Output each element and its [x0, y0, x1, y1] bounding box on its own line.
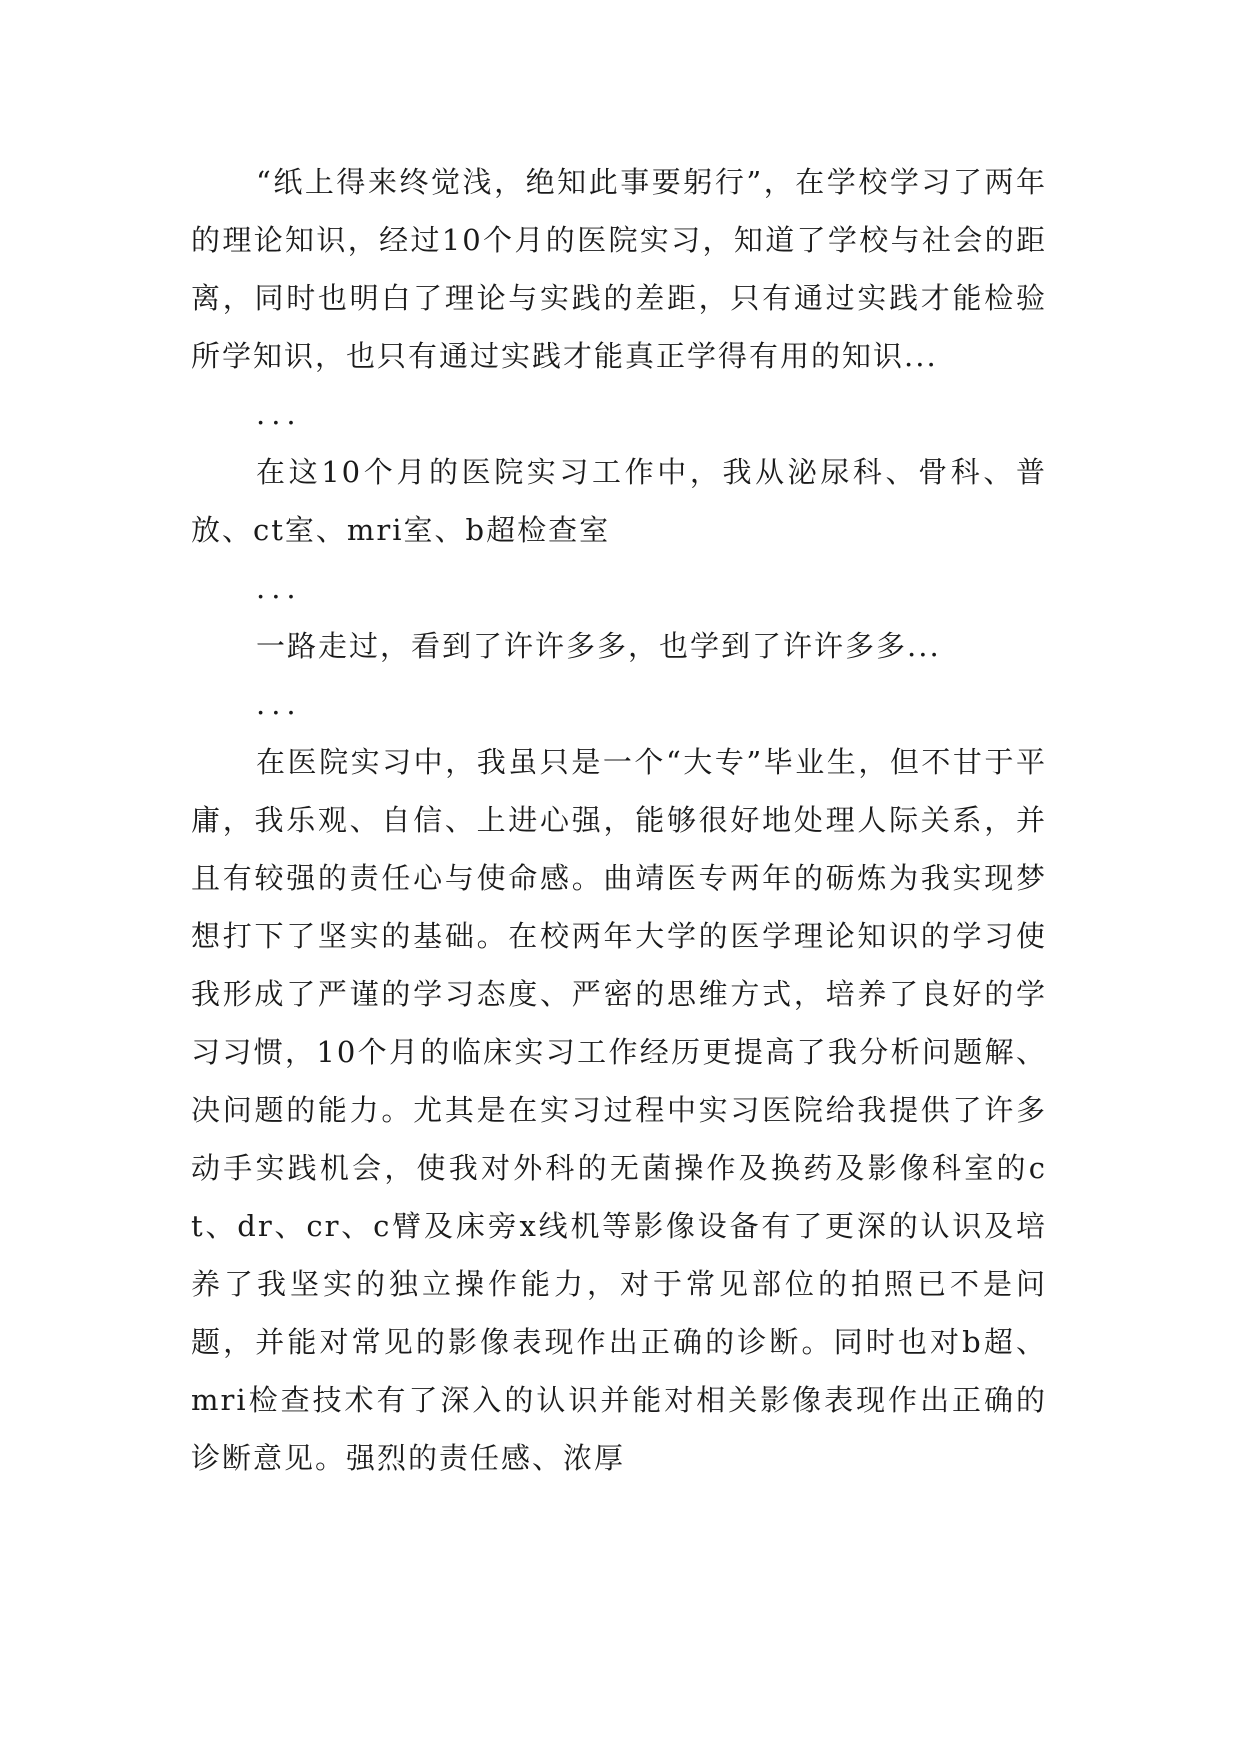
paragraph-journey: 一路走过，看到了许许多多，也学到了许许多多...	[256, 629, 941, 663]
ellipsis-line: ...	[256, 397, 302, 431]
paragraph-departments: 在这10个月的医院实习工作中，我从泌尿科、骨科、普放、ct室、mri室、b超检查室	[191, 455, 1047, 547]
paragraph-intro: “纸上得来终觉浅，绝知此事要躬行”，在学校学习了两年的理论知识，经过10个月的医院实习，知道了学校与社会的距离，同时也明白了理论与实践的差距，只有通过实践才能检验所学知识，也只有通过实践才能真正学得有用的知识...	[191, 165, 1047, 373]
ellipsis-line: ...	[256, 571, 302, 605]
paragraph-self-assessment: 在医院实习中，我虽只是一个“大专”毕业生，但不甘于平庸，我乐观、自信、上进心强，能够很好地处理人际关系，并且有较强的责任心与使命感。曲靖医专两年的砺炼为我实现梦想打下了坚实的基础。在校两年大学的医学理论知识的学习使我形成了严谨的学习态度、严密的思维方式，培养了良好的学习习惯，10个月的临床实习工作经历更提高了我分析问题解、决问题的能力。尤其是在实习过程中实习医院给我提供了许多动手实践机会，使我对外科的无菌操作及换药及影像科室的ct、dr、cr、c臂及床旁x线机等影像设备有了更深的认识及培养了我坚实的独立操作能力，对于常见部位的拍照已不是问题，并能对常见的影像表现作出正确的诊断。同时也对b超、mri检查技术有了深入的认识并能对相关影像表现作出正确的诊断意见。强烈的责任感、浓厚	[191, 745, 1047, 1475]
document-page	[191, 153, 1047, 1487]
ellipsis-line: ...	[256, 687, 302, 721]
